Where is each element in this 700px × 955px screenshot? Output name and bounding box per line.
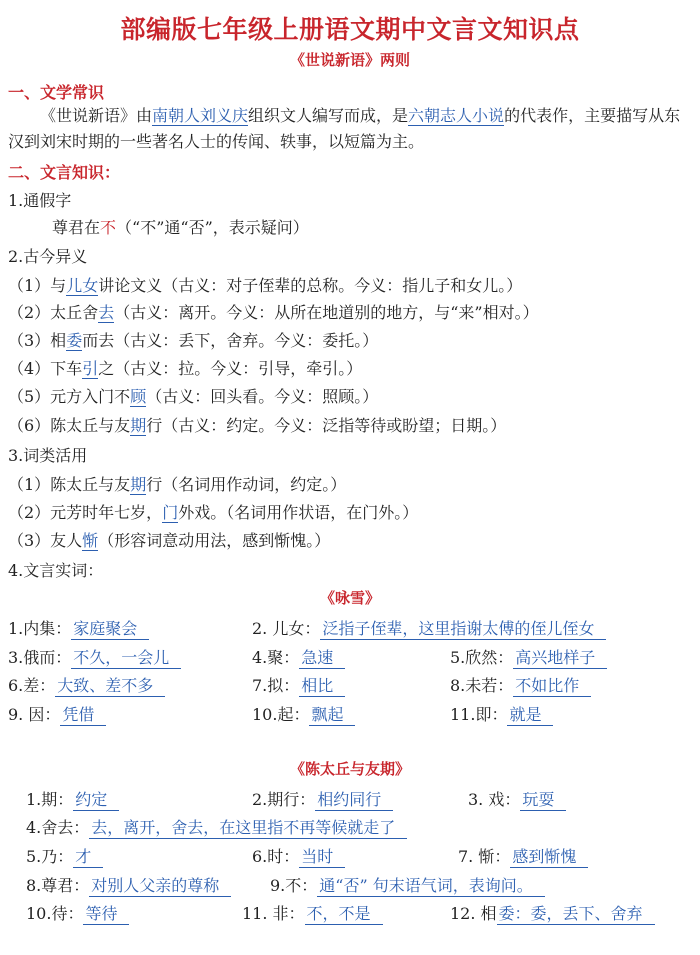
term-label: 1.内集： <box>8 619 72 638</box>
literature-text-a: 《世说新语》由 <box>40 106 153 125</box>
chentaiqiu-item <box>26 873 231 897</box>
genre-highlight: 六朝志人小说 <box>408 106 505 125</box>
yongxue-item <box>252 616 606 640</box>
author-highlight: 南朝人刘义庆 <box>152 106 249 125</box>
term-answer: 对别人父亲的尊称 <box>89 873 231 897</box>
tongjia-example <box>52 215 309 238</box>
term-label: 3.俄而： <box>8 648 72 667</box>
yongxue-item <box>8 673 165 697</box>
term-label: 4.聚： <box>252 648 300 667</box>
term-label: 5.乃： <box>26 847 74 866</box>
cilei-item <box>8 472 346 495</box>
item-suffix: （古义：离开。今义：从所在地道别的地方，与“来”相对。） <box>114 303 539 322</box>
yongxue-item <box>252 673 345 697</box>
item-key: 去 <box>98 303 115 322</box>
yongxue-item <box>252 645 345 669</box>
term-answer: 高兴地样子 <box>513 645 607 669</box>
item-prefix: （6）陈太丘与友 <box>8 416 131 435</box>
chentaiqiu-item <box>252 844 345 868</box>
guyin-item <box>8 328 378 351</box>
term-answer: 通“否” 句末语气词，表询问。 <box>317 873 544 897</box>
term-answer: 去，离开，舍去，在这里指不再等候就走了 <box>89 815 407 839</box>
guyin-item <box>8 273 522 296</box>
term-label: 11.即： <box>450 705 508 724</box>
guyin-item <box>8 384 378 407</box>
term-answer: 玩耍 <box>520 787 566 811</box>
term-label: 7. 惭： <box>458 847 511 866</box>
item-prefix: （4）下车 <box>8 359 83 378</box>
item-key: 门 <box>162 503 179 522</box>
section-literature-heading: 一、文学常识 <box>8 83 105 102</box>
item-prefix: （3）相 <box>8 331 67 350</box>
cilei-item <box>8 500 418 523</box>
tongjia-text-c: （“不”通“否”，表示疑问） <box>116 218 309 237</box>
term-label: 3. 戏： <box>468 790 521 809</box>
term-label: 9.不： <box>270 876 318 895</box>
term-answer: 凭借 <box>60 702 106 726</box>
term-label: 9. 因： <box>8 705 61 724</box>
item-prefix: （3）友人 <box>8 531 83 550</box>
item-suffix: 行（名词用作动词，约定。） <box>146 475 347 494</box>
item-suffix: 讲论文义（古义：对子侄辈的总称。今义：指儿子和女儿。） <box>98 276 523 295</box>
term-label: 2.期行： <box>252 790 316 809</box>
chentaiqiu-item <box>270 873 545 897</box>
item-prefix: （5）元方入门不 <box>8 387 131 406</box>
item-suffix: （古义：回头看。今义：照顾。） <box>146 387 379 406</box>
term-answer: 不，不是 <box>305 901 383 925</box>
chentaiqiu-item <box>26 787 119 811</box>
tongjia-key: 不 <box>100 218 117 237</box>
term-answer: 才 <box>73 844 103 868</box>
chentaiqiu-item <box>26 844 103 868</box>
chentaiqiu-item <box>252 787 393 811</box>
guyin-item <box>8 300 539 323</box>
yongxue-item <box>8 702 106 726</box>
yongxue-item <box>8 645 181 669</box>
yongxue-title: 《咏雪》 <box>319 589 380 607</box>
page-title: 部编版七年级上册语文期中文言文知识点 <box>120 15 580 44</box>
term-label: 10.起： <box>252 705 310 724</box>
chentaiqiu-item <box>468 787 566 811</box>
term-label: 4.舍去： <box>26 818 90 837</box>
term-label: 2. 儿女： <box>252 619 321 638</box>
item-key: 儿女 <box>66 276 99 295</box>
section-knowledge-heading: 二、文言知识： <box>8 163 121 182</box>
item-key: 顾 <box>130 387 147 406</box>
term-label: 1.期： <box>26 790 74 809</box>
literature-text-e: 的代表作，主要描写从东汉到刘宋时期的一些著名人士的传闻、轶事，以短篇为主。 <box>8 106 681 151</box>
tongjia-text-a: 尊君在 <box>52 218 101 237</box>
guyin-item <box>8 413 506 436</box>
yongxue-item <box>450 673 591 697</box>
cilei-label: 3.词类活用 <box>8 446 88 465</box>
guyin-item <box>8 356 362 379</box>
term-answer: 当时 <box>299 844 345 868</box>
item-key: 期 <box>130 416 147 435</box>
shici-label: 4.文言实词： <box>8 561 104 580</box>
chentaiqiu-title: 《陈太丘与友期》 <box>289 760 410 778</box>
tongjia-label: 1.通假字 <box>8 191 72 210</box>
term-label: 8.未若： <box>450 676 514 695</box>
item-prefix: （1）与 <box>8 276 67 295</box>
term-answer: 不久，一会儿 <box>71 645 181 669</box>
term-label: 5.欣然： <box>450 648 514 667</box>
cilei-item <box>8 528 330 551</box>
term-answer: 感到惭愧 <box>510 844 588 868</box>
term-answer: 委：委，丢下、舍弃 <box>497 901 655 925</box>
term-answer: 相约同行 <box>315 787 393 811</box>
term-label: 11. 非： <box>242 904 305 923</box>
guyin-label: 2.古今异义 <box>8 247 88 266</box>
term-answer: 相比 <box>299 673 345 697</box>
term-answer: 不如比作 <box>513 673 591 697</box>
item-key: 期 <box>130 475 147 494</box>
item-prefix: （2）太丘舍 <box>8 303 99 322</box>
page-subtitle: 《世说新语》两则 <box>289 51 410 69</box>
yongxue-item <box>450 645 607 669</box>
term-label: 10.待： <box>26 904 84 923</box>
item-suffix: 而去（古义：丢下，舍弃。今义：委托。） <box>82 331 379 350</box>
chentaiqiu-item <box>458 844 588 868</box>
term-answer: 泛指子侄辈，这里指谢太傅的侄儿侄女 <box>320 616 606 640</box>
item-key: 惭 <box>82 531 99 550</box>
yongxue-item <box>450 702 553 726</box>
literature-paragraph <box>8 103 692 155</box>
yongxue-item <box>252 702 355 726</box>
item-suffix: 之（古义：拉。今义：引导，牵引。） <box>98 359 363 378</box>
term-answer: 大致、差不多 <box>55 673 165 697</box>
item-prefix: （2）元芳时年七岁， <box>8 503 163 522</box>
item-key: 委 <box>66 331 83 350</box>
term-answer: 家庭聚会 <box>71 616 149 640</box>
item-key: 引 <box>82 359 99 378</box>
item-suffix: 行（古义：约定。今义：泛指等待或盼望；日期。） <box>146 416 507 435</box>
chentaiqiu-item <box>26 815 407 839</box>
yongxue-item <box>8 616 149 640</box>
term-answer: 等待 <box>83 901 129 925</box>
item-suffix: （形容词意动用法，感到惭愧。） <box>98 531 331 550</box>
chentaiqiu-item <box>450 901 655 925</box>
term-label: 8.尊君： <box>26 876 90 895</box>
term-answer: 约定 <box>73 787 119 811</box>
item-suffix: 外戏。（名词用作状语，在门外。） <box>178 503 419 522</box>
term-label: 6.时： <box>252 847 300 866</box>
chentaiqiu-item <box>26 901 129 925</box>
term-answer: 就是 <box>507 702 553 726</box>
term-answer: 急速 <box>299 645 345 669</box>
chentaiqiu-item <box>242 901 383 925</box>
term-answer: 飘起 <box>309 702 355 726</box>
item-prefix: （1）陈太丘与友 <box>8 475 131 494</box>
literature-text-c: 组织文人编写而成，是 <box>248 106 409 125</box>
term-label: 7.拟： <box>252 676 300 695</box>
term-label: 6.差： <box>8 676 56 695</box>
term-label: 12. 相 <box>450 904 497 923</box>
